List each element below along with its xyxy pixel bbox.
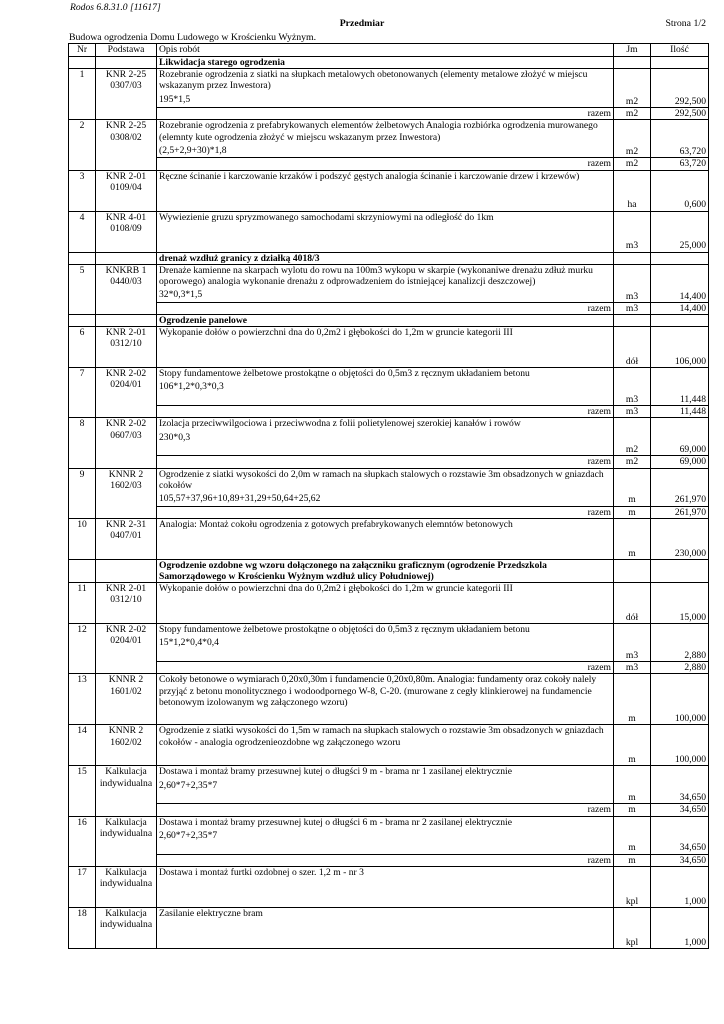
item-number: 4 — [69, 211, 96, 252]
item-description-text: Dostawa i montaż bramy przesuwnej kutej o długści 6 m - brama nr 2 zasilanej elektrycznie — [159, 816, 512, 828]
item-unit: m3 — [614, 211, 651, 252]
item-basis: KNR 2-01 0109/04 — [96, 170, 157, 211]
item-description — [157, 674, 614, 725]
item-unit: m3 — [614, 264, 651, 302]
item-formula: 106*1,2*0,3*0,3 — [159, 381, 224, 393]
item-description-text: Rozebranie ogrodzenia z siatki na słupkach metalowych obetonowanych (elementy metalowe złożyć w miejscu wskazanym przez Inwestora) — [159, 69, 588, 92]
subtotal-quantity: 2,880 — [651, 662, 709, 674]
subtotal-label: razem — [157, 662, 614, 674]
item-number: 17 — [69, 866, 96, 907]
item-quantity: 230,000 — [651, 518, 709, 559]
subtotal-row — [69, 158, 709, 170]
subtotal-unit: m — [614, 854, 651, 866]
item-basis: KNR 2-02 0204/01 — [96, 368, 157, 418]
table-row — [69, 766, 709, 804]
item-basis: KNR 2-01 0312/10 — [96, 327, 157, 368]
item-description — [157, 69, 614, 108]
item-description-text: Dostawa i montaż furtki ozdobnej o szer. 1,2 m - nr 3 — [159, 866, 364, 878]
item-description — [157, 518, 614, 559]
item-number: 3 — [69, 170, 96, 211]
item-formula: 2,60*7+2,35*7 — [159, 779, 218, 791]
table-row — [69, 170, 709, 211]
column-header-ilosc: Ilość — [651, 44, 709, 57]
subtotal-row — [69, 406, 709, 418]
section-title: Ogrodzenie panelowe — [157, 315, 614, 327]
item-description — [157, 170, 614, 211]
item-description — [157, 120, 614, 158]
item-unit: m — [614, 674, 651, 725]
subtotal-row — [69, 506, 709, 518]
empty-cell — [69, 252, 96, 264]
subtotal-unit: m — [614, 506, 651, 518]
table-row — [69, 327, 709, 368]
item-description — [157, 907, 614, 948]
subtotal-quantity: 63,720 — [651, 158, 709, 170]
item-description-text: Ręczne ścinanie i karczowanie krzaków i podszyć gęstych analogia ścinanie i karczowanie drzew i krzewów) — [159, 170, 580, 182]
item-description — [157, 368, 614, 406]
item-unit: dół — [614, 583, 651, 624]
item-formula: 105,57+37,96+10,89+31,29+50,64+25,62 — [159, 493, 321, 505]
item-unit: m2 — [614, 418, 651, 456]
empty-cell — [651, 252, 709, 264]
table-row — [69, 816, 709, 854]
item-unit: m2 — [614, 69, 651, 108]
section-title: Likwidacja starego ogrodzenia — [157, 57, 614, 69]
item-description — [157, 211, 614, 252]
item-description — [157, 866, 614, 907]
item-unit: m — [614, 766, 651, 804]
subtotal-unit: m3 — [614, 662, 651, 674]
item-basis: KNR 2-31 0407/01 — [96, 518, 157, 559]
subtotal-quantity: 14,400 — [651, 302, 709, 314]
table-row — [69, 418, 709, 456]
item-unit: kpl — [614, 866, 651, 907]
item-description-text: Stopy fundamentowe żelbetowe prostokątne o objętości do 0,5m3 z ręcznym układaniem betonu — [159, 624, 530, 636]
item-number: 2 — [69, 120, 96, 170]
item-basis: Kalkulacja indywidualna — [96, 866, 157, 907]
empty-cell — [96, 315, 157, 327]
subtotal-unit: m2 — [614, 108, 651, 120]
item-number: 8 — [69, 418, 96, 468]
subtotal-row — [69, 854, 709, 866]
item-description — [157, 468, 614, 506]
item-basis: KNKRB 1 0440/03 — [96, 264, 157, 314]
empty-cell — [651, 57, 709, 69]
item-description — [157, 624, 614, 662]
item-basis: KNR 2-02 0607/03 — [96, 418, 157, 468]
item-unit: dół — [614, 327, 651, 368]
item-description-text: Zasilanie elektryczne bram — [159, 907, 263, 919]
project-name: Budowa ogrodzenia Domu Ludowego w Krościenku Wyżnym. — [69, 32, 317, 43]
item-unit: m — [614, 518, 651, 559]
item-unit: m2 — [614, 120, 651, 158]
subtotal-row — [69, 456, 709, 468]
table-row — [69, 725, 709, 766]
item-number: 10 — [69, 518, 96, 559]
item-basis: KNNR 2 1602/03 — [96, 468, 157, 518]
table-row — [69, 120, 709, 158]
subtotal-row — [69, 804, 709, 816]
section-row — [69, 315, 709, 327]
item-quantity: 25,000 — [651, 211, 709, 252]
item-unit: m — [614, 725, 651, 766]
item-quantity: 261,970 — [651, 468, 709, 506]
subtotal-unit: m2 — [614, 456, 651, 468]
item-description — [157, 725, 614, 766]
item-quantity: 292,500 — [651, 69, 709, 108]
item-description-text: Wywiezienie gruzu spryzmowanego samochodami skrzyniowymi na odległość do 1km — [159, 211, 494, 223]
item-quantity: 63,720 — [651, 120, 709, 158]
table-row — [69, 674, 709, 725]
section-row — [69, 252, 709, 264]
item-description-text: Drenaże kamienne na skarpach wylotu do rowu na 100m3 wykopu w skarpie (wykonaniwe drenażu zdłuż murku oporowego) analogia wykonanie drenażu z odprowadzeniem do istniejącej kanalizcji deszczowej) — [159, 264, 593, 288]
item-basis: KNR 2-01 0312/10 — [96, 583, 157, 624]
table-row — [69, 264, 709, 302]
item-number: 16 — [69, 816, 96, 866]
item-unit: m3 — [614, 368, 651, 406]
subtotal-quantity: 34,650 — [651, 854, 709, 866]
item-quantity: 0,600 — [651, 170, 709, 211]
subtotal-unit: m2 — [614, 158, 651, 170]
subtotal-label: razem — [157, 456, 614, 468]
column-header-nr: Nr — [69, 44, 96, 57]
item-description — [157, 327, 614, 368]
subtotal-label: razem — [157, 406, 614, 418]
item-formula: 32*0,3*1,5 — [159, 289, 203, 301]
empty-cell — [614, 252, 651, 264]
subtotal-quantity: 292,500 — [651, 108, 709, 120]
item-number: 1 — [69, 69, 96, 120]
column-header-jm: Jm — [614, 44, 651, 57]
cost-estimate-table — [68, 43, 709, 949]
item-number: 6 — [69, 327, 96, 368]
table-row — [69, 368, 709, 406]
section-row — [69, 57, 709, 69]
empty-cell — [96, 252, 157, 264]
item-formula: (2,5+2,9+30)*1,8 — [159, 144, 227, 156]
table-row — [69, 907, 709, 948]
item-unit: ha — [614, 170, 651, 211]
item-quantity: 69,000 — [651, 418, 709, 456]
item-number: 7 — [69, 368, 96, 418]
item-basis: KNR 2-25 0307/03 — [96, 69, 157, 120]
item-description — [157, 418, 614, 456]
item-number: 18 — [69, 907, 96, 948]
item-basis: Kalkulacja indywidualna — [96, 766, 157, 816]
item-description — [157, 583, 614, 624]
empty-cell — [651, 559, 709, 582]
empty-cell — [96, 57, 157, 69]
item-quantity: 100,000 — [651, 674, 709, 725]
item-basis: KNNR 2 1601/02 — [96, 674, 157, 725]
subtotal-quantity: 11,448 — [651, 406, 709, 418]
item-description-text: Wykopanie dołów o powierzchni dna do 0,2m2 i głębokości do 1,2m w gruncie kategorii III — [159, 583, 513, 595]
table-row — [69, 583, 709, 624]
subtotal-unit: m3 — [614, 406, 651, 418]
item-description-text: Analogia: Montaż cokołu ogrodzenia z gotowych prefabrykowanych elemntów betonowych — [159, 518, 513, 530]
item-description-text: Wykopanie dołów o powierzchni dna do 0,2m2 i głębokości do 1,2m w gruncie kategorii III — [159, 327, 513, 339]
item-basis: KNNR 2 1602/02 — [96, 725, 157, 766]
item-description-text: Ogrodzenie z siatki wysokości do 1,5m w ramach na słupkach stalowych o rozstawie 3m obsadzonych w gniazdach cokołów - analogia ogrodzenieozdobne wg załączonego wzoru — [159, 725, 604, 748]
item-number: 5 — [69, 264, 96, 314]
item-quantity: 34,650 — [651, 766, 709, 804]
document-title: Przedmiar — [339, 18, 385, 29]
subtotal-label: razem — [157, 854, 614, 866]
subtotal-row — [69, 108, 709, 120]
item-formula: 15*1,2*0,4*0,4 — [159, 637, 219, 649]
item-description-text: Izolacja przeciwwilgociowa i przeciwwodna z folii polietylenowej szerokiej kanałów i rowów — [159, 418, 521, 430]
app-version: Rodos 6.8.31.0 [11617] — [70, 2, 161, 13]
subtotal-label: razem — [157, 108, 614, 120]
table-row — [69, 866, 709, 907]
subtotal-quantity: 69,000 — [651, 456, 709, 468]
item-basis: KNR 2-02 0204/01 — [96, 624, 157, 674]
page-number: Strona 1/2 — [665, 18, 706, 29]
empty-cell — [651, 315, 709, 327]
column-header-podstawa: Podstawa — [96, 44, 157, 57]
item-unit: m — [614, 468, 651, 506]
item-description-text: Stopy fundamentowe żelbetowe prostokątne o objętości do 0,5m3 z ręcznym układaniem betonu — [159, 368, 530, 380]
item-description — [157, 816, 614, 854]
section-row — [69, 559, 709, 582]
empty-cell — [69, 559, 96, 582]
item-basis: KNR 2-25 0308/02 — [96, 120, 157, 170]
item-basis: Kalkulacja indywidualna — [96, 907, 157, 948]
item-quantity: 2,880 — [651, 624, 709, 662]
subtotal-quantity: 261,970 — [651, 506, 709, 518]
item-quantity: 11,448 — [651, 368, 709, 406]
item-unit: m3 — [614, 624, 651, 662]
item-formula: 195*1,5 — [159, 93, 191, 105]
subtotal-unit: m3 — [614, 302, 651, 314]
section-title: drenaż wzdłuż granicy z działką 4018/3 — [157, 252, 614, 264]
subtotal-label: razem — [157, 302, 614, 314]
item-description-text: Ogrodzenie z siatki wysokości do 2,0m w ramach na słupkach stalowych o rozstawie 3m obsadzonych w gniazdach cokołów — [159, 468, 604, 491]
section-title: Ogrodzenie ozdobne wg wzoru dołączonego na załączniku graficznym (ogrodzenie Przedszkola Samorządowego w Krościenku Wyżnym wzdłuż ulicy Południowej) — [157, 559, 614, 582]
item-unit: m — [614, 816, 651, 854]
item-description — [157, 766, 614, 804]
subtotal-row — [69, 662, 709, 674]
item-basis: KNR 4-01 0108/09 — [96, 211, 157, 252]
item-quantity: 34,650 — [651, 816, 709, 854]
item-number: 13 — [69, 674, 96, 725]
subtotal-unit: m — [614, 804, 651, 816]
item-description-text: Cokoły betonowe o wymiarach 0,20x0,30m i fundamencie 0,20x0,80m. Analogia: fundamenty oraz cokoły nalely przyjąć z betonu monolitycznego i wodoodpornego W-8, C-20. (murowane z cegły klinkierowej na fundamencie betonowym izolowanym wg załączonego wzoru) — [159, 674, 597, 708]
item-unit: kpl — [614, 907, 651, 948]
item-basis: Kalkulacja indywidualna — [96, 816, 157, 866]
subtotal-quantity: 34,650 — [651, 804, 709, 816]
subtotal-label: razem — [157, 804, 614, 816]
item-description-text: Rozebranie ogrodzenia z prefabrykowanych elementów żelbetowych Analogia rozbiórka ogrodzenia murowanego (elemnty kute ogrodzenia złożyć w miejscu wskazanym przez Inwestora) — [159, 120, 598, 143]
item-quantity: 106,000 — [651, 327, 709, 368]
empty-cell — [614, 315, 651, 327]
table-row — [69, 518, 709, 559]
item-formula: 230*0,3 — [159, 431, 191, 443]
subtotal-row — [69, 302, 709, 314]
item-number: 15 — [69, 766, 96, 816]
item-number: 12 — [69, 624, 96, 674]
item-number: 9 — [69, 468, 96, 518]
item-formula: 2,60*7+2,35*7 — [159, 829, 218, 841]
item-number: 14 — [69, 725, 96, 766]
item-number: 11 — [69, 583, 96, 624]
item-quantity: 15,000 — [651, 583, 709, 624]
subtotal-label: razem — [157, 158, 614, 170]
table-row — [69, 211, 709, 252]
item-description-text: Dostawa i montaż bramy przesuwnej kutej o długści 9 m - brama nr 1 zasilanej elektrycznie — [159, 766, 512, 778]
empty-cell — [69, 315, 96, 327]
empty-cell — [614, 57, 651, 69]
column-header-opis: Opis robót — [157, 44, 614, 57]
item-quantity: 1,000 — [651, 866, 709, 907]
table-row — [69, 468, 709, 506]
item-quantity: 14,400 — [651, 264, 709, 302]
item-quantity: 100,000 — [651, 725, 709, 766]
table-row — [69, 69, 709, 108]
subtotal-label: razem — [157, 506, 614, 518]
empty-cell — [614, 559, 651, 582]
empty-cell — [96, 559, 157, 582]
empty-cell — [69, 57, 96, 69]
table-header-row — [69, 44, 709, 57]
item-description — [157, 264, 614, 302]
item-quantity: 1,000 — [651, 907, 709, 948]
table-row — [69, 624, 709, 662]
